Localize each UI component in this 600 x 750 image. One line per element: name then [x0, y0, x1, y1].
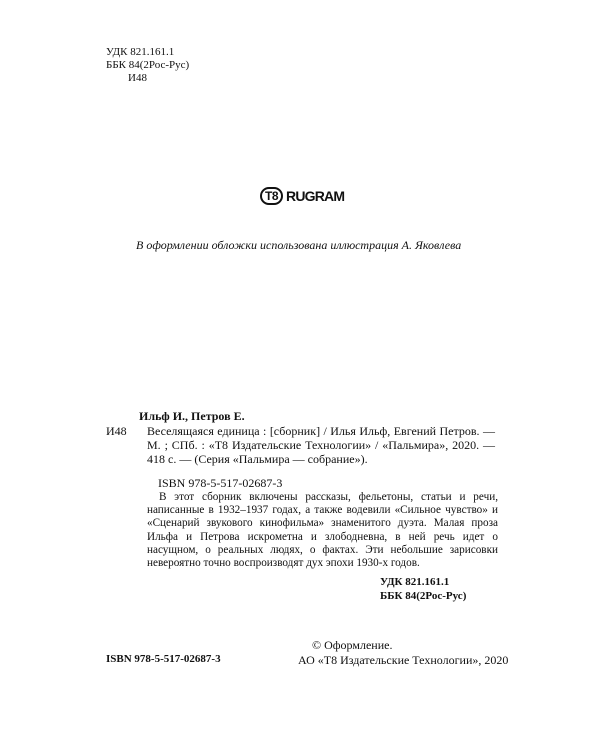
isbn-line: ISBN 978-5-517-02687-3 [158, 476, 283, 490]
udk-code: УДК 821.161.1 [106, 46, 175, 58]
publisher-copyright: АО «Т8 Издательские Технологии», 2020 [298, 653, 509, 667]
cover-illustration-note: В оформлении обложки использована иллюстрация А. Яковлева [136, 238, 462, 252]
author-sign: И48 [128, 72, 147, 84]
author-heading: Ильф И., Петров Е. [139, 409, 245, 423]
right-classification-codes [380, 575, 466, 603]
publisher-logo [260, 187, 344, 205]
udk-code-bold: УДК 821.161.1 [380, 576, 450, 588]
top-classification-codes [106, 46, 189, 85]
copyright-design: © Оформление. [312, 638, 393, 652]
logo-brand: RUGRAM [286, 188, 345, 204]
bibliographic-description: Веселящаяся единица : [сборник] / Илья Ильф, Евгений Петров. — М. ; СПб. : «Т8 Издательские Технологии» / «Пальмира», 2020. — 418 с. — (Серия «Пальмира — собрание»). [147, 424, 495, 466]
logo-badge: T8 [260, 187, 283, 205]
author-sign-marginal: И48 [106, 424, 127, 438]
bbk-code: ББК 84(2Рос-Рус) [106, 59, 190, 71]
bbk-code-bold: ББК 84(2Рос-Рус) [380, 590, 467, 602]
annotation-paragraph: В этот сборник включены рассказы, фельетоны, статьи и речи, написанные в 1932–1937 годах, а также водевили «Сильное чувство» и «Сценарий звукового кинофильма» знаменитого дуэта. Малая проза Ильфа и Петрова искрометна и злободневна, в ней речь идет о насущном, о реальных людях, о фактах. Эти небольшие зарисовки невероятно точно воспроизводят дух эпохи 1930-х годов. [147, 491, 498, 570]
isbn-footer: ISBN 978-5-517-02687-3 [106, 653, 221, 665]
